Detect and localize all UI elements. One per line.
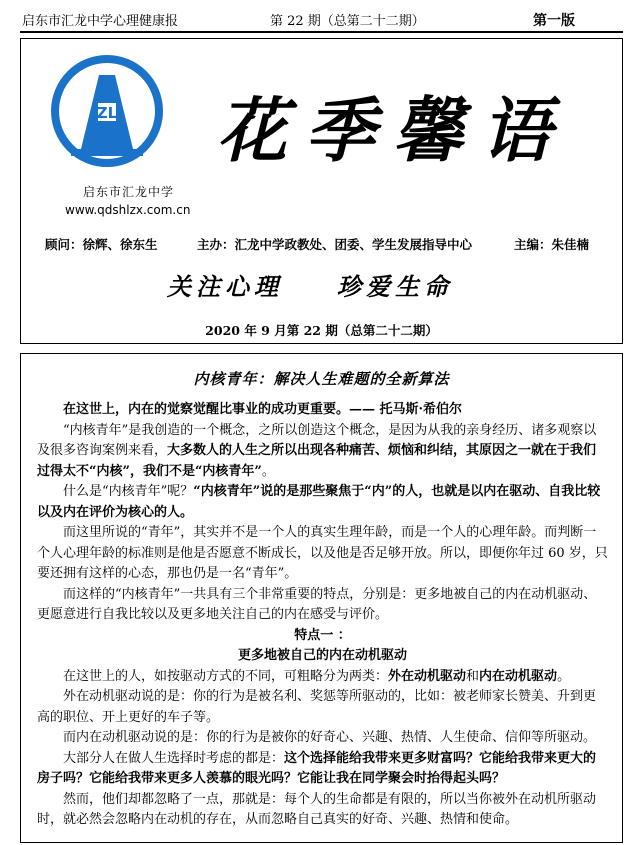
paragraph-10: 然而，他们却都忽略了一点，那就是：每个人的生命都是有限的，所以当你被外在动机所驱动时，就必然会忽略内在动机的存在，从而忽略自己真实的好奇、兴趣、热情和使命。 [37, 791, 597, 827]
school-url[interactable]: www.qdshlzx.com.cn [65, 203, 191, 217]
header-rule [20, 31, 623, 33]
article [20, 353, 623, 843]
paragraph-4: 而这里所说的“青年”，其实并不是一个人的真实生理年龄，而是一个人的心理年龄。而判断一个人心理年龄的标准则是他是否愿意不断成长，以及他是否足够开放。所以，即便你年过 60 岁，只要还拥有这样的心态，那也仍是一名“青年”。 [37, 525, 608, 581]
slogan-1: 关注心理 [167, 272, 283, 301]
article-quote: 在这世上，内在的觉察觉醒比事业的成功更重要。—— 托马斯·希伯尔 [63, 402, 463, 417]
paragraph-2: “内核青年”是我创造的一个概念，之所以创造这个概念，是因为从我的亲身经历、诸多观察以及很多咨询案例来看，大多数人的人生之所以出现各种痛苦、烦恼和纠结，其原因之一就在于我们过得太不“内核”，我们不是“内核青年”。 [37, 422, 597, 479]
paragraph-5: 而这样的“内核青年”一共具有三个非常重要的特点，分别是：更多地被自己的内在动机驱动、更愿意进行自我比较以及更多地关注自己的内在感受与评价。 [37, 586, 597, 622]
school-name: 启东市汇龙中学 [83, 185, 175, 199]
paragraph-6: 在这世上的人，如按驱动方式的不同，可粗略分为两类：外在动机驱动和内在动机驱动。 [63, 668, 571, 684]
slogan-2: 珍爱生命 [337, 272, 453, 301]
feature-title: 更多地被自己的内在动机驱动 [237, 648, 407, 663]
editor-line: 主编：朱佳楠 [514, 237, 590, 252]
school-logo-icon [49, 53, 165, 169]
masthead [20, 38, 623, 344]
page-header [0, 0, 641, 34]
article-body [21, 400, 622, 831]
host-line: 主办：汇龙中学政教处、团委、学生发展指导中心 [197, 237, 473, 252]
newspaper-title: 花季馨语 [217, 89, 569, 172]
paragraph-3: 什么是“内核青年”呢？“内核青年”说的是那些聚焦于“内”的人，也就是以内在驱动、自我比较以及内在评价为核心的人。 [37, 484, 601, 520]
logo-mark: ZL [96, 104, 118, 122]
issue-info: 第 22 期（总第二十二期） [270, 14, 425, 29]
issue-line: 2020 年 9 月第 22 期（总第二十二期） [205, 323, 438, 338]
paragraph-9: 大部分人在做人生选择时考虑的都是：这个选择能给我带来更多财富吗？它能给我带来更大的房子吗？它能给我带来更多人羡慕的眼光吗？它能让我在同学聚会时抬得起头吗？ [37, 750, 597, 786]
article-title: 内核青年：解决人生难题的全新算法 [193, 370, 450, 388]
advisor-line: 顾问：徐辉、徐东生 [45, 237, 158, 252]
paragraph-8: 而内在动机驱动说的是：你的行为是被你的好奇心、兴趣、热情、人生使命、信仰等所驱动。 [63, 730, 597, 745]
paper-name: 启东市汇龙中学心理健康报 [22, 14, 179, 29]
paragraph-7: 外在动机驱动说的是：你的行为是被名利、奖惩等所驱动的，比如：被老师家长赞美、升到更高的职位、开上更好的车子等。 [37, 689, 597, 725]
page-label: 第一版 [533, 13, 575, 29]
feature-label: 特点一 ： [294, 627, 351, 643]
